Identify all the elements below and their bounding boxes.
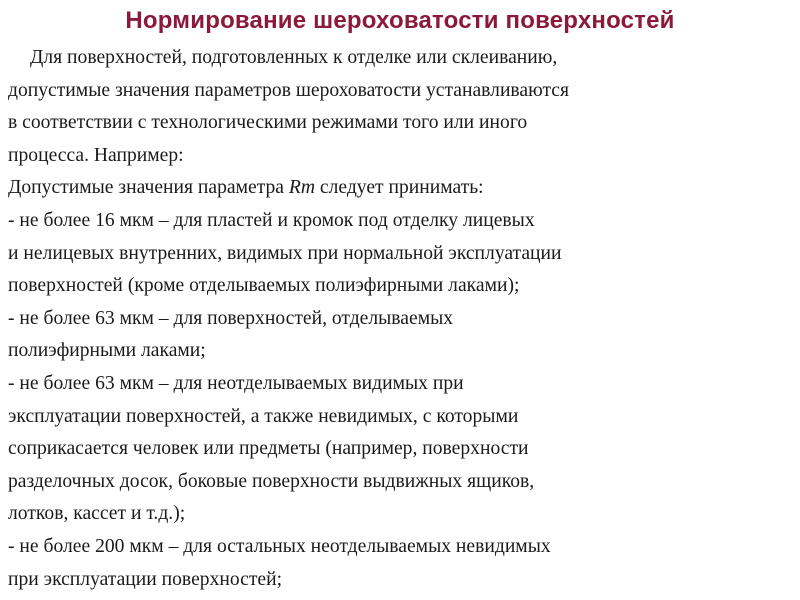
list-item-line: - не более 63 мкм – для неотделываемых видимых при — [8, 372, 464, 394]
list-item-line: эксплуатации поверхностей, а также невидимых, с которыми — [8, 405, 519, 427]
list-item-line: - не более 63 мкм – для поверхностей, отделываемых — [8, 307, 454, 329]
parameter-line — [8, 172, 796, 205]
list-item-line: поверхностей (кроме отделываемых полиэфирными лаками); — [8, 275, 520, 297]
slide-title: Нормирование шероховатости поверхностей — [125, 7, 675, 34]
parameter-line-after: следует принимать: — [315, 177, 484, 199]
list-item-line: при эксплуатации поверхностей; — [8, 568, 283, 590]
list-item-line: и нелицевых внутренних, видимых при нормальной эксплуатации — [8, 242, 562, 264]
list-item-line: - не более 16 мкм – для пластей и кромок под отделку лицевых — [8, 209, 535, 231]
list-item-line: лотков, кассет и т.д.); — [8, 503, 186, 525]
list-item-line: полиэфирными лаками; — [8, 340, 206, 362]
list-item-line: соприкасается человек или предметы (например, поверхности — [8, 438, 529, 460]
paragraph-line: Для поверхностей, подготовленных к отделке или склеиванию, — [30, 47, 558, 68]
list-item-line: разделочных досок, боковые поверхности выдвижных ящиков, — [8, 470, 535, 492]
parameter-line-before: Допустимые значения параметра — [8, 177, 289, 199]
paragraph-line: в соответствии с технологическими режимами того или иного — [8, 112, 528, 134]
paragraph-line: процесса. Например: — [8, 144, 184, 166]
parameter-symbol: Rm — [288, 177, 316, 199]
slide-body — [8, 42, 796, 596]
list-item-line: - не более 200 мкм – для остальных неотделываемых невидимых — [8, 535, 551, 557]
paragraph-line: допустимые значения параметров шероховатости устанавливаются — [8, 79, 570, 101]
